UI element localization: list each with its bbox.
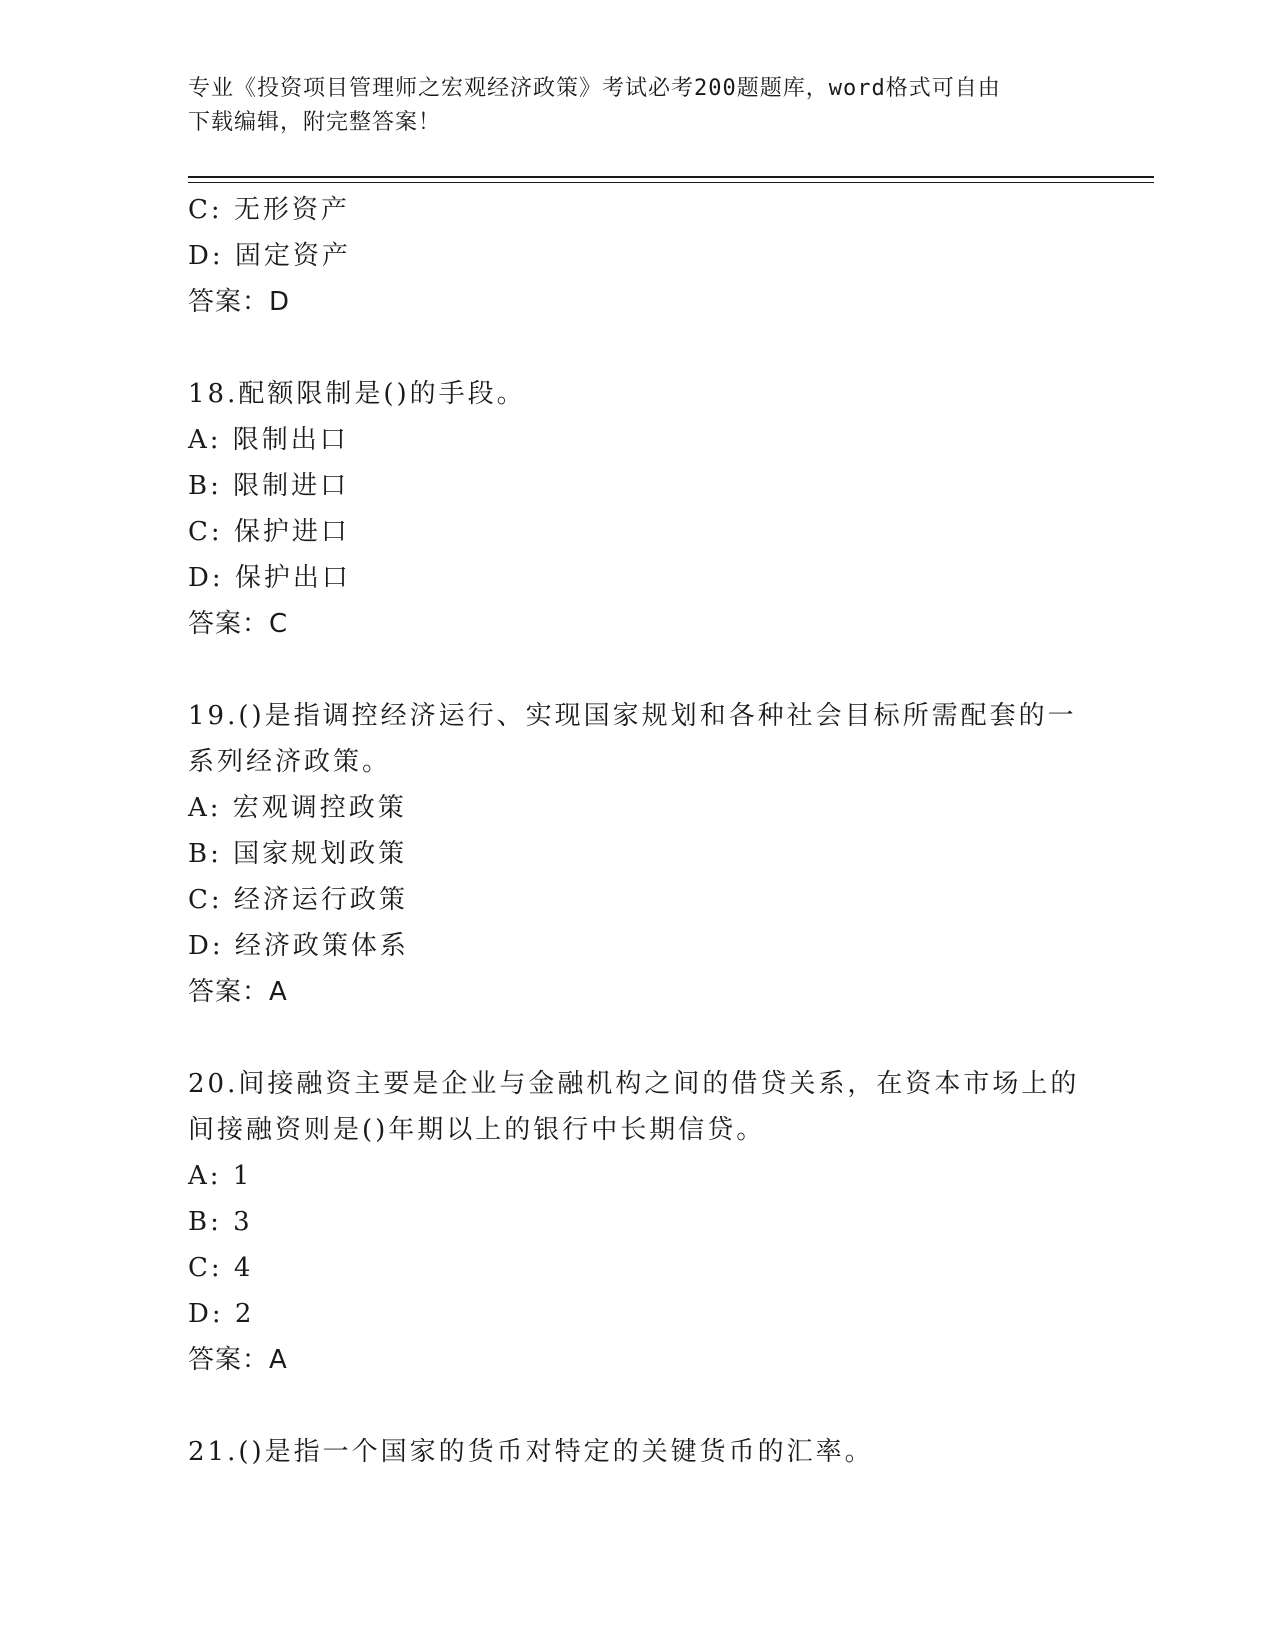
option-d: D: 保护出口 (188, 563, 351, 593)
answer: 答案：A (188, 1345, 288, 1375)
option-c: C: 无形资产 (188, 195, 350, 225)
document-header (188, 72, 1088, 140)
option-c: C: 4 (188, 1253, 254, 1283)
question-list (188, 187, 1088, 1475)
answer: 答案：A (188, 977, 288, 1007)
question-text: 21.()是指一个国家的货币对特定的关键货币的汇率。 (188, 1437, 874, 1467)
option-a: A: 限制出口 (188, 425, 349, 455)
question-text-line-2: 系列经济政策。 (188, 747, 392, 777)
answer: 答案：D (188, 287, 291, 317)
question-text-line-1: 19.()是指调控经济运行、实现国家规划和各种社会目标所需配套的一 (188, 701, 1077, 731)
question-20 (188, 1061, 1088, 1383)
question-18 (188, 371, 1088, 647)
option-d: D: 经济政策体系 (188, 931, 409, 961)
header-line-2: 下载编辑，附完整答案！ (188, 110, 442, 135)
option-d: D: 固定资产 (188, 241, 351, 271)
option-b: B: 限制进口 (188, 471, 350, 501)
header-line-1: 专业《投资项目管理师之宏观经济政策》考试必考200题题库，word格式可自由 (188, 76, 1001, 101)
question-17 (188, 187, 1088, 325)
question-text-line-2: 间接融资则是()年期以上的银行中长期信贷。 (188, 1115, 766, 1145)
option-d: D: 2 (188, 1299, 255, 1329)
question-text: 18.配额限制是()的手段。 (188, 379, 526, 409)
option-c: C: 保护进口 (188, 517, 350, 547)
option-b: B: 3 (188, 1207, 253, 1237)
header-divider-thin (188, 182, 1154, 183)
option-b: B: 国家规划政策 (188, 839, 408, 869)
option-c: C: 经济运行政策 (188, 885, 408, 915)
option-a: A: 1 (188, 1161, 253, 1191)
option-a: A: 宏观调控政策 (188, 793, 407, 823)
question-19 (188, 693, 1088, 1015)
answer: 答案：C (188, 609, 289, 639)
header-divider-thick (188, 176, 1154, 178)
question-21 (188, 1429, 1088, 1475)
question-text-line-1: 20.间接融资主要是企业与金融机构之间的借贷关系，在资本市场上的 (188, 1069, 1080, 1099)
